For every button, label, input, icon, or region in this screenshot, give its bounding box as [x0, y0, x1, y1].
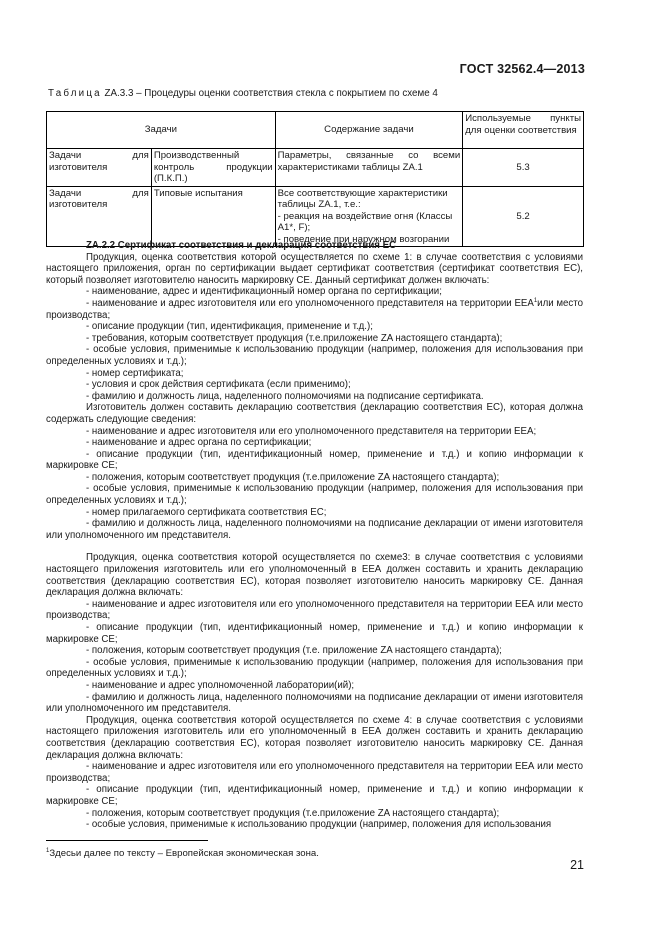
- paragraph: [46, 784, 583, 807]
- paragraph-text-tail: или место производства;: [46, 297, 583, 321]
- paragraph-text: - положения, которым соответствует продукция (т.е.приложение ZA настоящего стандарта);: [86, 471, 500, 483]
- paragraph: [46, 437, 583, 449]
- row2-content-line: Все соответствующие характеристики таблицы ZA.1, т.е.:: [277, 187, 448, 210]
- paragraph: [46, 344, 583, 367]
- paragraph-text: - наименование и адрес уполномоченной лаборатории(ий);: [86, 679, 355, 691]
- paragraph-text: - условия и срок действия сертификата (если применимо);: [86, 379, 351, 391]
- table-title-prefix: Таблица: [48, 88, 102, 99]
- table-row: [47, 149, 584, 187]
- header-clauses: Используемые пункты для оценки соответствия: [463, 112, 584, 149]
- paragraph-text: Продукция, оценка соответствия которой осуществляется по схеме 4: в случае соответствия с условиями настоящего приложения изготовитель или его уполномоченный в ЕЕА должен составить и хранить декларацию соответствия (декларацию соответствия ЕС), которая позволяет изготовителю наносить маркировку СЕ. Данная декларация должна включать:: [46, 714, 583, 761]
- paragraph-text: - фамилию и должность лица, наделенного полномочиями на подписание декларации от имени изготовителя или уполномоченного им представителя.: [46, 691, 583, 715]
- paragraph-text: - особые условия, применимые к использованию продукции (например, положения для использования при определенных условиях и т.д.);: [46, 344, 583, 367]
- table-row: [47, 186, 584, 247]
- document-code: ГОСТ 32562.4—2013: [459, 62, 585, 76]
- paragraph-text: - наименование и адрес органа по сертификации;: [86, 437, 312, 449]
- footnote-reference: 1: [533, 297, 538, 304]
- paragraph-text: - фамилию и должность лица, наделенного полномочиями на подписание сертификата.: [86, 390, 484, 402]
- paragraph-text: - особые условия, применимые к использованию продукции (например, положения для использования: [86, 819, 552, 831]
- paragraph-text: - положения, которым соответствует продукция (т.е. приложение ZA настоящего стандарта);: [86, 645, 502, 657]
- paragraph-text: - особые условия, применимые к использованию продукции (например, положения для использования при определенных условиях и т.д.);: [46, 656, 583, 680]
- row2-content: [275, 186, 463, 247]
- table-title: [48, 88, 438, 99]
- row2-content-line: - реакция на воздействие огня (Классы A1*, F);: [277, 210, 453, 233]
- paragraph-text: - требования, которым соответствует продукция (т.е.приложение ZA настоящего стандарта);: [86, 332, 503, 344]
- paragraph: [46, 680, 583, 692]
- paragraph: [46, 402, 583, 425]
- paragraph-text: Продукция, оценка соответствия которой осуществляется по схеме 1: в случае соответствия с условиями настоящего приложения, орган по сертификации выдает сертификат соответствия (сертификат соответствия ЕС), который позволяет изготовителю наносить маркировку СЕ. Данный сертификат должен включать:: [46, 251, 583, 286]
- paragraph-text: - особые условия, применимые к использованию продукции (например, положения для использования при определенных условиях и т.д.);: [46, 483, 583, 507]
- paragraph: [46, 819, 583, 831]
- footnote-mark: 1: [46, 847, 50, 854]
- paragraph: [46, 552, 583, 598]
- paragraph: [46, 472, 583, 484]
- row2-content-line: - поведение при наружном возгорании: [277, 233, 450, 245]
- header-tasks: Задачи: [47, 112, 276, 149]
- paragraph: [46, 379, 583, 391]
- paragraph: [46, 391, 583, 403]
- paragraph: [46, 715, 583, 761]
- paragraph: [46, 657, 583, 680]
- paragraph: [46, 761, 583, 784]
- paragraph-text: - описание продукции (тип, идентификационный номер, применение и т.д.) и копию информации к маркировке СЕ;: [46, 784, 583, 807]
- footnote-divider: [46, 840, 208, 841]
- paragraph: [46, 449, 583, 472]
- table-title-text: ZA.3.3 – Процедуры оценки соответствия стекла с покрытием по схеме 4: [101, 88, 438, 99]
- row2-actor: Задачи для изготовителя: [47, 186, 152, 247]
- paragraph-text: - номер сертификата;: [86, 367, 184, 379]
- paragraph-text: - наименование и адрес изготовителя или его уполномоченного представителя на территории ЕЕА;: [86, 425, 537, 437]
- paragraph: [46, 507, 583, 519]
- paragraph: [46, 368, 583, 380]
- paragraph-text: Изготовитель должен составить декларацию соответствия (декларацию соответствия ЕС), которая должна содержать следующие сведения:: [46, 402, 583, 425]
- paragraph: [46, 692, 583, 715]
- section-heading: ZA.2.2 Сертификат соответствия и декларация соответствия ЕС: [86, 240, 397, 251]
- paragraph-gap: [46, 541, 583, 552]
- paragraph: [46, 622, 583, 645]
- paragraph-text: - номер прилагаемого сертификата соответствия ЕС;: [86, 506, 327, 518]
- paragraph-text: - наименование и адрес изготовителя или его уполномоченного представителя на территории ЕЕА или место производства;: [46, 598, 583, 622]
- paragraph: [46, 252, 583, 287]
- footnote: [46, 848, 319, 859]
- paragraph: [46, 645, 583, 657]
- paragraph-text: - фамилию и должность лица, наделенного полномочиями на подписание декларации от имени изготовителя или уполномоченного им представителя.: [46, 518, 583, 541]
- section-body: [46, 240, 583, 831]
- row2-clause: 5.2: [463, 186, 584, 247]
- row1-actor: Задачи для изготовителя: [47, 149, 152, 187]
- row1-clause: 5.3: [463, 149, 584, 187]
- paragraph: [46, 426, 583, 438]
- paragraph-text: - описание продукции (тип, идентификационный номер, применение и т.д.) и копию информации к маркировке СЕ;: [46, 448, 583, 472]
- paragraph-text: - наименование и адрес изготовителя или его уполномоченного представителя на территории ЕЕА: [86, 297, 534, 309]
- row1-task: Производственный контроль продукции (П.К.П.): [151, 149, 275, 187]
- row2-task: Типовые испытания: [151, 186, 275, 247]
- row1-content: Параметры, связанные со всеми характеристиками таблицы ZA.1: [275, 149, 463, 187]
- paragraph-text: - описание продукции (тип, идентификация, применение и т.д.);: [86, 321, 373, 333]
- paragraph-text: - наименование и адрес изготовителя или его уполномоченного представителя на территории ЕЕА или место производства;: [46, 761, 583, 784]
- page-number: 21: [570, 858, 584, 872]
- table-header-row: [47, 112, 584, 149]
- header-content: Содержание задачи: [275, 112, 463, 149]
- paragraph: [46, 518, 583, 541]
- assessment-table: [46, 111, 584, 247]
- paragraph: [46, 286, 583, 298]
- paragraph-text: - наименование, адрес и идентификационный номер органа по сертификации;: [86, 286, 442, 298]
- paragraph: [46, 483, 583, 506]
- paragraph-text: Продукция, оценка соответствия которой осуществляется по схеме3: в случае соответствия с условиями настоящего приложения изготовитель или его уполномоченный в ЕЕА должен составить и хранить декларацию соответствия (декларацию соответствия ЕС), которая позволяет изготовителю наносить маркировку СЕ. Данная декларация должна включать:: [46, 552, 583, 599]
- paragraph: [46, 599, 583, 622]
- paragraph: [46, 333, 583, 345]
- paragraph: [46, 321, 583, 333]
- footnote-text: Здесьи далее по тексту – Европейская экономическая зона.: [49, 848, 319, 859]
- paragraph-text: - положения, которым соответствует продукция (т.е.приложение ZA настоящего стандарта);: [86, 807, 500, 819]
- paragraph: [46, 298, 583, 321]
- paragraph: [46, 808, 583, 820]
- paragraph-text: - описание продукции (тип, идентификационный номер, применение и т.д.) и копию информации к маркировке СЕ;: [46, 622, 583, 645]
